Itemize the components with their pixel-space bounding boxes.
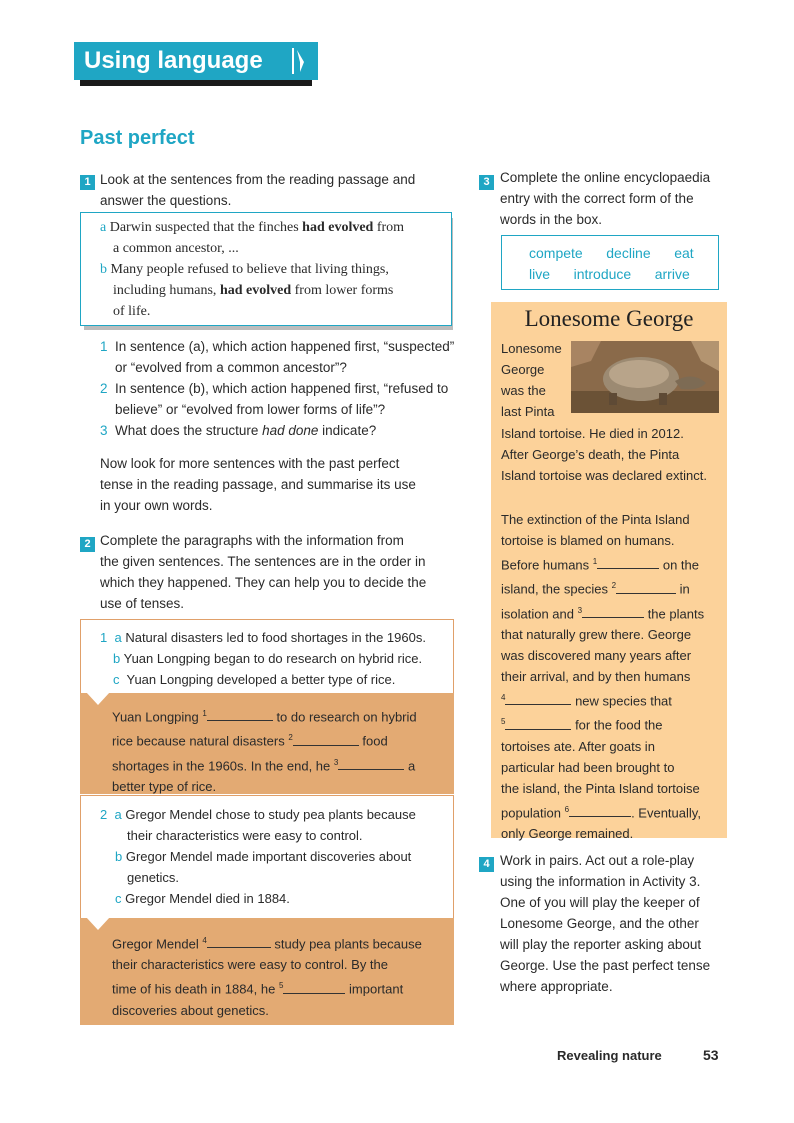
activity-1-questions: 1 In sentence (a), which action happened first, “suspected” or “evolved from a common ancestor”? 2 In sentence (b), which action happened first, “refused to believe” or “evolved from lower forms of life”? 3 What does the structure had done indicate? [100, 336, 460, 441]
set-1-paragraph: Yuan Longping $^1$ to do research on hybrid rice because natural disasters $^2$ food shortages in the 1960s. In the end, he $^3$ a better type of rice. [112, 709, 417, 794]
sentence-b: b Many people refused to believe that living things, [100, 262, 389, 277]
entry-left-lines: Lonesome George was the last Pinta [501, 341, 562, 419]
set-2-paragraph: Gregor Mendel $^4$ study pea plants because their characteristics were easy to control. By the time of his death in 1884, he $^5$ important discoveries about genetics. [112, 936, 422, 1018]
tortoise-photo [571, 341, 719, 413]
page-number: 53 [703, 1047, 719, 1063]
header-title: Using language [84, 47, 263, 74]
activity-4-number: 4 [479, 854, 494, 872]
activity-4-text: Work in pairs. Act out a role-play using the information in Activity 3. One of you will play the keeper of Lonesome George, and the other will play the reporter asking about George. Use the past perfect tense where appropriate. [500, 853, 711, 994]
blank-2[interactable] [293, 732, 359, 746]
section-title: Past perfect [80, 127, 195, 149]
question-1: 1 In sentence (a), which action happened first, “suspected” [100, 339, 455, 354]
bookmark-icon [292, 48, 306, 74]
entry-paragraph-1: Island tortoise. He died in 2012. After George’s death, the Pinta Island tortoise was declared extinct. [501, 426, 707, 483]
set-1-sentences: 1 a Natural disasters led to food shortages in the 1960s. b Yuan Longping began to do research on hybrid rice. c Yuan Longping developed a better type of rice. [100, 630, 426, 687]
activity-2-number: 2 [80, 534, 95, 552]
activity-3-intro: Complete the online encyclopaedia entry with the correct form of the words in the box. [500, 170, 711, 227]
activity-1-intro: Look at the sentences from the reading passage and answer the questions. [100, 172, 416, 208]
entry-blank-1[interactable] [597, 555, 659, 569]
activity-3-number: 3 [479, 172, 494, 190]
entry-blank-4[interactable] [505, 691, 571, 705]
notch-2 [86, 917, 110, 931]
activity-1-number: 1 [80, 172, 95, 190]
entry-blank-6[interactable] [569, 803, 631, 817]
blank-5[interactable] [283, 980, 345, 994]
question-2: 2 In sentence (b), which action happened first, “refused to [100, 381, 449, 396]
activity-2-intro: Complete the paragraphs with the information from the given sentences. The sentences are in the order in which they happened. They can help you to decide the use of tenses. [100, 533, 427, 611]
footer-unit: Revealing nature [557, 1048, 662, 1063]
blank-1[interactable] [207, 707, 273, 721]
activity-1-follow-up: Now look for more sentences with the past perfect tense in the reading passage, and summarise its use in your own words. [100, 456, 416, 513]
blank-4[interactable] [207, 934, 271, 948]
entry-blank-3[interactable] [582, 604, 644, 618]
entry-blank-5[interactable] [505, 716, 571, 730]
entry-blank-2[interactable] [616, 580, 676, 594]
question-3: 3 What does the structure had done indicate? [100, 423, 377, 438]
entry-title: Lonesome George [524, 306, 694, 331]
blank-3[interactable] [338, 756, 404, 770]
word-box-words: compete decline eat live introduce arrive [529, 245, 694, 282]
set-2-sentences: 2 a Gregor Mendel chose to study pea plants because their characteristics were easy to control. b Gregor Mendel made important discoveries about genetics. c Gregor Mendel died in 1884. [100, 807, 416, 906]
notch-1 [86, 692, 110, 706]
entry-paragraph-2: The extinction of the Pinta Island tortoise is blamed on humans. Before humans $^1$ on the island, the species $^2$ in isolation and $^3$ the plants that naturally grew there. George was discovered many years after their arrival, and by then humans $^4$ new species that $^5$ for the food the tortoises ate. After goats in particular had been brought to the island, the Pinta Island tortoise population $^6$ . Eventually, only George remained. [501, 512, 705, 841]
sentence-list: a Darwin suspected that the finches had evolved from a common ancestor, ... b Many people refused to believe that living things, including humans, had evolved from lower forms of life. [100, 217, 450, 322]
sentence-a: a Darwin suspected that the finches had evolved from [100, 220, 405, 235]
section-header [74, 42, 318, 80]
